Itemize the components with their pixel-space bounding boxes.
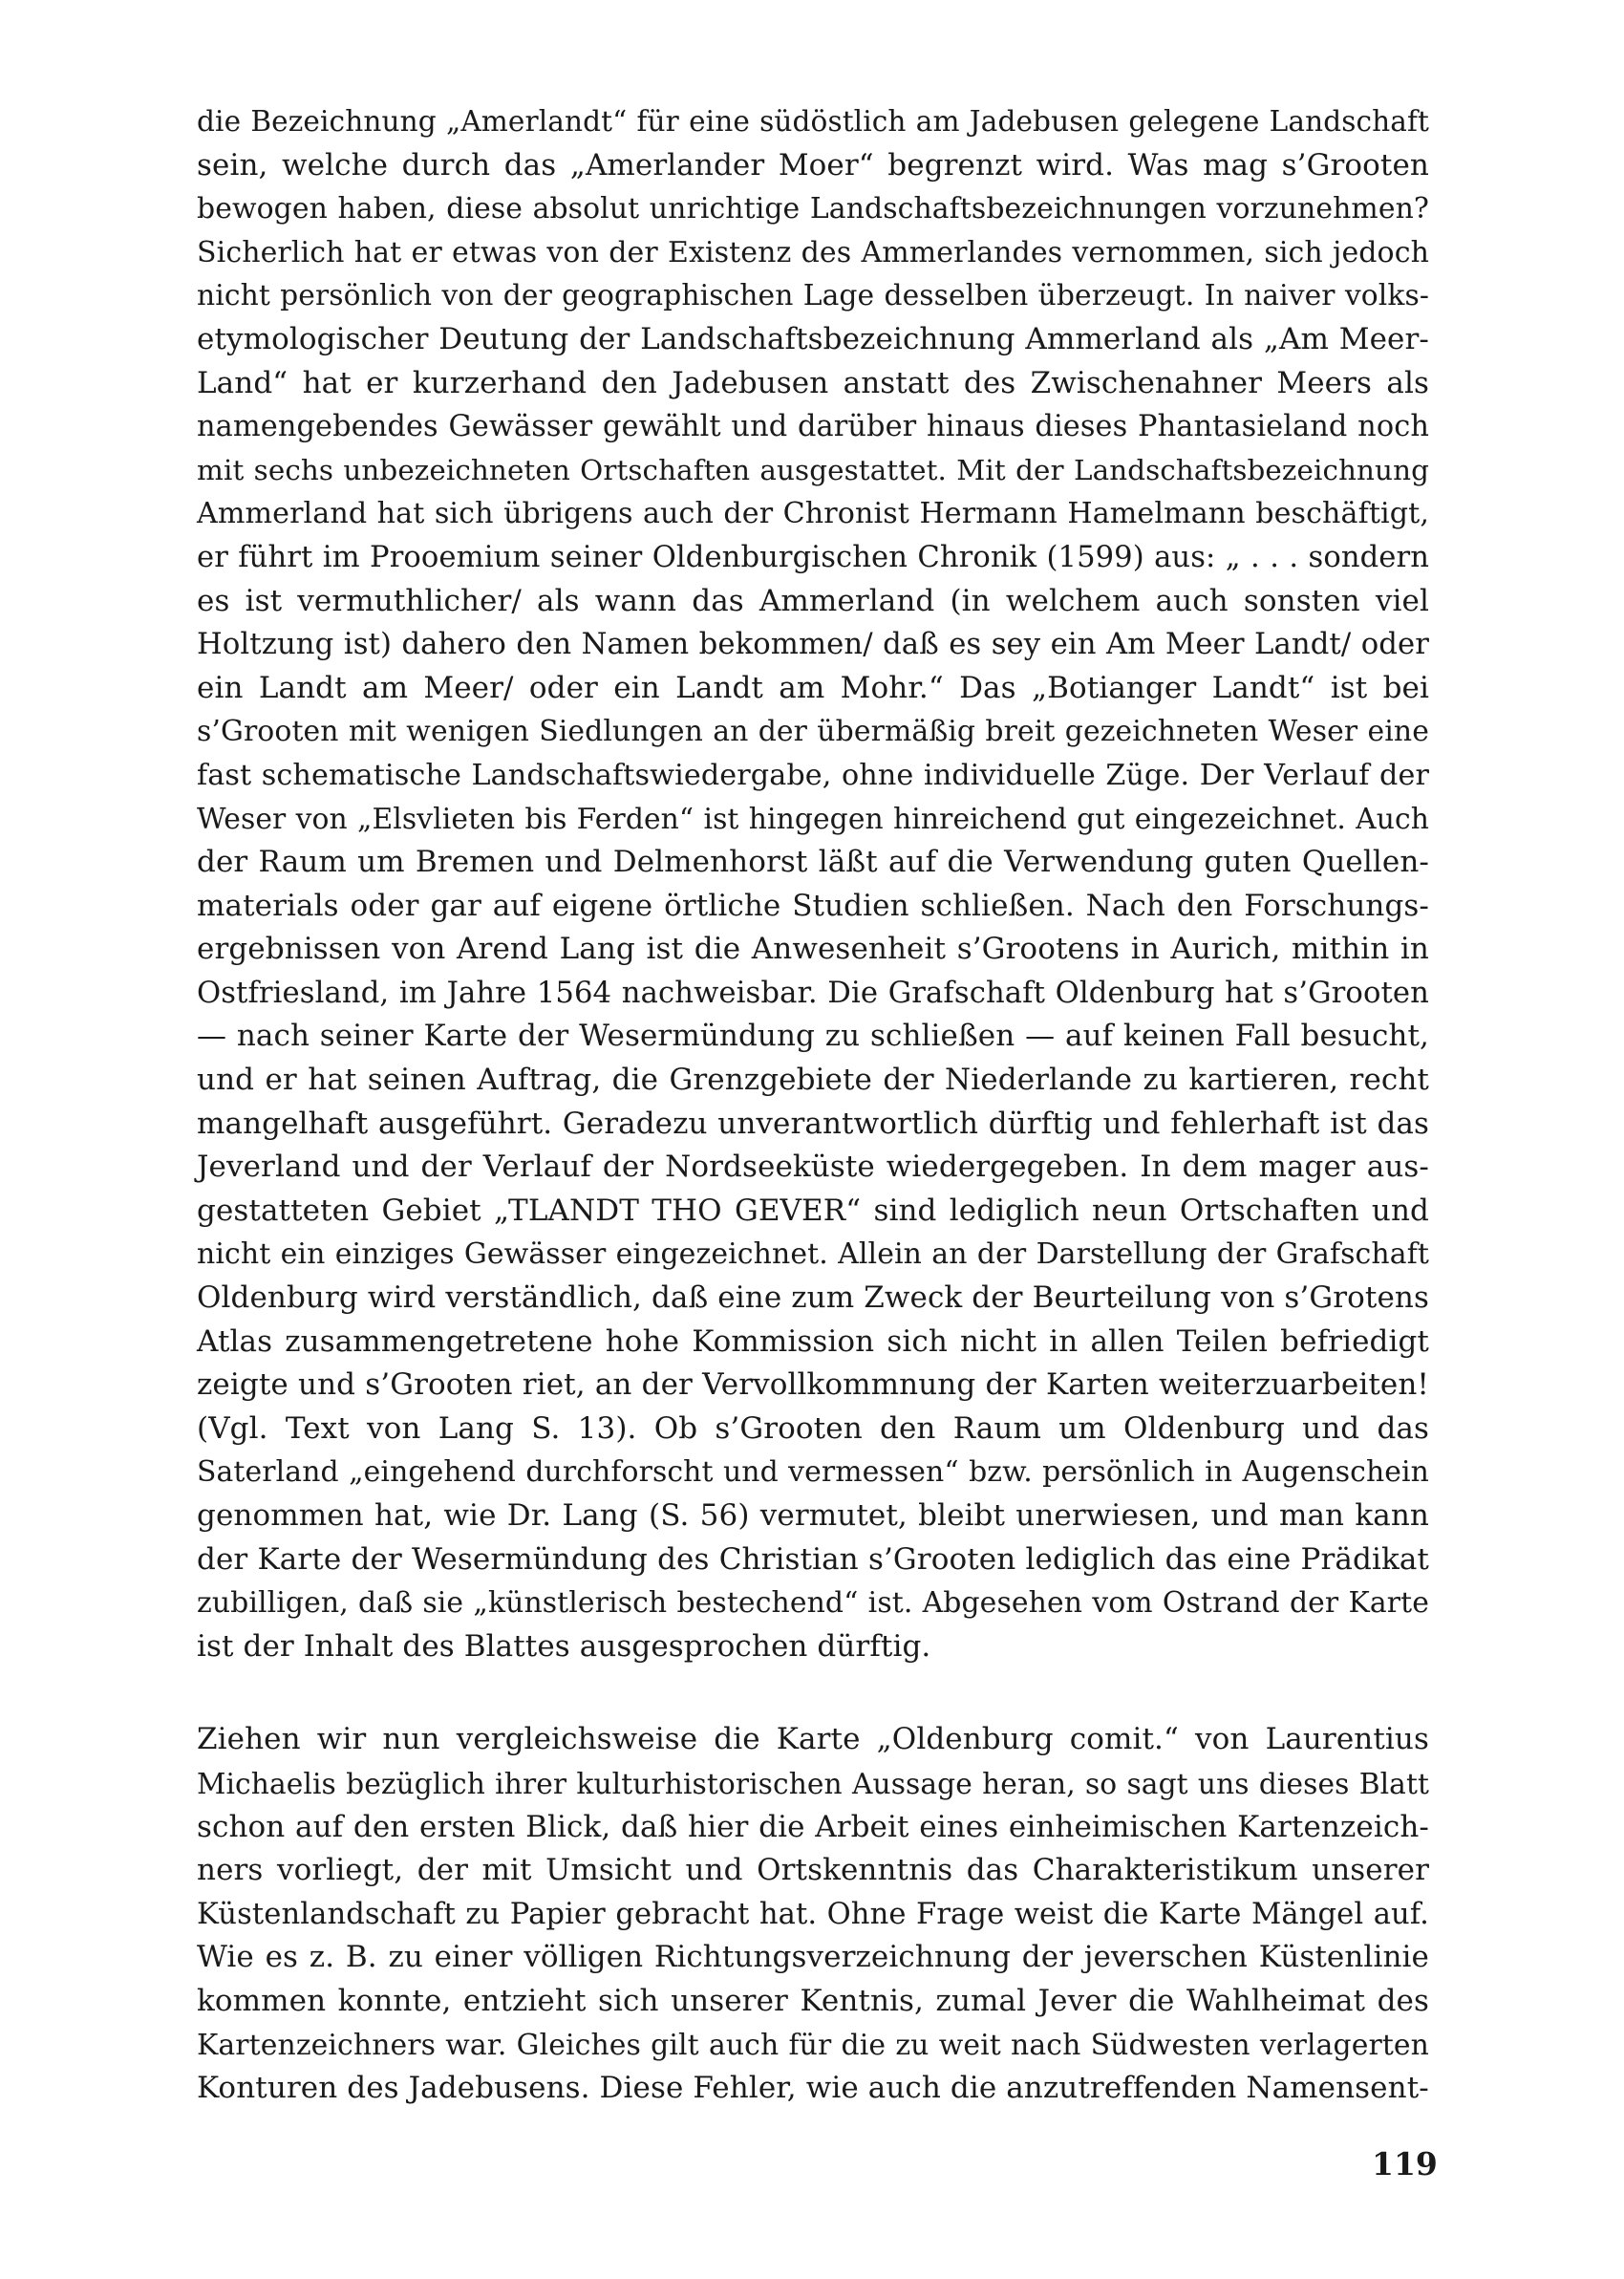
text-line: Weser von „Elsvlieten bis Ferden“ ist hingegen hinreichend gut eingezeichnet. Auch <box>197 802 1429 836</box>
text-line: Sicherlich hat er etwas von der Existenz des Ammerlandes vernommen, sich jedoch <box>197 235 1429 269</box>
text-line: Küstenlandschaft zu Papier gebracht hat. Ohne Frage weist die Karte Mängel auf. <box>197 1897 1429 1931</box>
text-line: Saterland „eingehend durchforscht und vermessen“ bzw. persönlich in Augenschein <box>197 1455 1429 1490</box>
text-line: zubilligen, daß sie „künstlerisch bestechend“ ist. Abgesehen vom Ostrand der Karte <box>197 1586 1429 1621</box>
text-line: zeigte und s’Grooten riet, an der Vervollkommnung der Karten weiterzuarbeiten! <box>197 1367 1429 1403</box>
paragraph <box>197 1718 1429 2110</box>
text-line: ergebnissen von Arend Lang ist die Anwesenheit s’Grootens in Aurich, mithin in <box>197 932 1429 967</box>
text-line: der Karte der Wesermündung des Christian s’Grooten lediglich das eine Prädikat <box>197 1541 1429 1577</box>
text-line: Michaelis bezüglich ihrer kulturhistorischen Aussage heran, so sagt uns dieses Blatt <box>197 1766 1429 1800</box>
body-text <box>197 100 1429 2111</box>
text-line: — nach seiner Karte der Wesermündung zu schließen — auf keinen Fall besucht, <box>197 1019 1429 1054</box>
text-line: mit sechs unbezeichneten Ortschaften ausgestattet. Mit der Landschaftsbezeichnung <box>197 453 1429 486</box>
text-line: die Bezeichnung „Amerlandt“ für eine südöstlich am Jadebusen gelegene Landschaft <box>197 105 1429 138</box>
paragraph <box>197 100 1429 1668</box>
text-line: es ist vermuthlicher/ als wann das Ammerland (in welchem auch sonsten viel <box>197 583 1429 618</box>
text-line: sein, welche durch das „Amerlander Moer“ begrenzt wird. Was mag s’Grooten <box>197 147 1429 183</box>
text-line: bewogen haben, diese absolut unrichtige Landschaftsbezeichnungen vorzunehmen? <box>197 192 1429 226</box>
text-line: namengebendes Gewässer gewählt und darüber hinaus dieses Phantasieland noch <box>197 410 1429 444</box>
text-line: Land“ hat er kurzerhand den Jadebusen anstatt des Zwischenahner Meers als <box>197 365 1429 400</box>
text-line: Holtzung ist) dahero den Namen bekommen/ daß es sey ein Am Meer Landt/ oder <box>197 628 1429 662</box>
text-line: Kartenzeichners war. Gleiches gilt auch für die zu weit nach Südwesten verlagerten <box>197 2028 1429 2062</box>
text-line: fast schematische Landschaftswiedergabe, ohne individuelle Züge. Der Verlauf der <box>197 758 1429 792</box>
page-number: 119 <box>1372 2145 1438 2182</box>
text-line: Ammerland hat sich übrigens auch der Chronist Hermann Hamelmann beschäftigt, <box>197 497 1429 531</box>
text-line: Wie es z. B. zu einer völligen Richtungsverzeichnung der jeverschen Küstenlinie <box>197 1940 1429 1975</box>
text-line: genommen hat, wie Dr. Lang (S. 56) vermutet, bleibt unerwiesen, und man kann <box>197 1498 1429 1533</box>
text-line: schon auf den ersten Blick, daß hier die Arbeit eines einheimischen Kartenzeich- <box>197 1809 1429 1844</box>
text-line: Ziehen wir nun vergleichsweise die Karte „Oldenburg comit.“ von Laurentius <box>197 1722 1429 1757</box>
text-line: Konturen des Jadebusens. Diese Fehler, wie auch die anzutreffenden Namensent- <box>197 2071 1429 2106</box>
text-line: gestatteten Gebiet „TLANDT THO GEVER“ sind lediglich neun Ortschaften und <box>197 1193 1429 1228</box>
text-line: der Raum um Bremen und Delmenhorst läßt auf die Verwendung guten Quellen- <box>197 845 1429 880</box>
text-line: Oldenburg wird verständlich, daß eine zum Zweck der Beurteilung von s’Grotens <box>197 1280 1429 1316</box>
text-line: er führt im Prooemium seiner Oldenburgischen Chronik (1599) aus: „ . . . sondern <box>197 540 1429 574</box>
text-line: s’Grooten mit wenigen Siedlungen an der übermäßig breit gezeichneten Weser eine <box>197 715 1429 749</box>
text-line: (Vgl. Text von Lang S. 13). Ob s’Grooten den Raum um Oldenburg und das <box>197 1410 1429 1446</box>
text-line: etymologischer Deutung der Landschaftsbezeichnung Ammerland als „Am Meer- <box>197 321 1429 356</box>
text-line: ein Landt am Meer/ oder ein Landt am Mohr.“ Das „Botianger Landt“ ist bei <box>197 670 1429 705</box>
text-line: mangelhaft ausgeführt. Geradezu unverantwortlich dürftig und fehlerhaft ist das <box>197 1106 1429 1141</box>
text-line: und er hat seinen Auftrag, die Grenzgebiete der Niederlande zu kartieren, recht <box>197 1063 1429 1098</box>
text-line: Ostfriesland, im Jahre 1564 nachweisbar. Die Grafschaft Oldenburg hat s’Grooten <box>197 976 1429 1010</box>
text-line: ners vorliegt, der mit Umsicht und Ortskenntnis das Charakteristikum unserer <box>197 1853 1429 1888</box>
text-line: ist der Inhalt des Blattes ausgesprochen dürftig. <box>197 1628 931 1664</box>
text-line: kommen konnte, entzieht sich unserer Kentnis, zumal Jever die Wahlheimat des <box>197 1983 1429 2018</box>
text-line: Atlas zusammengetretene hohe Kommission sich nicht in allen Teilen befriedigt <box>197 1323 1429 1359</box>
text-line: nicht ein einziges Gewässer eingezeichnet. Allein an der Darstellung der Grafschaft <box>197 1237 1429 1272</box>
text-line: Jeverland und der Verlauf der Nordseeküste wiedergegeben. In dem mager aus- <box>197 1150 1429 1185</box>
text-line: nicht persönlich von der geographischen Lage desselben überzeugt. In naiver volks- <box>197 279 1429 313</box>
text-line: materials oder gar auf eigene örtliche Studien schließen. Nach den Forschungs- <box>197 888 1429 923</box>
